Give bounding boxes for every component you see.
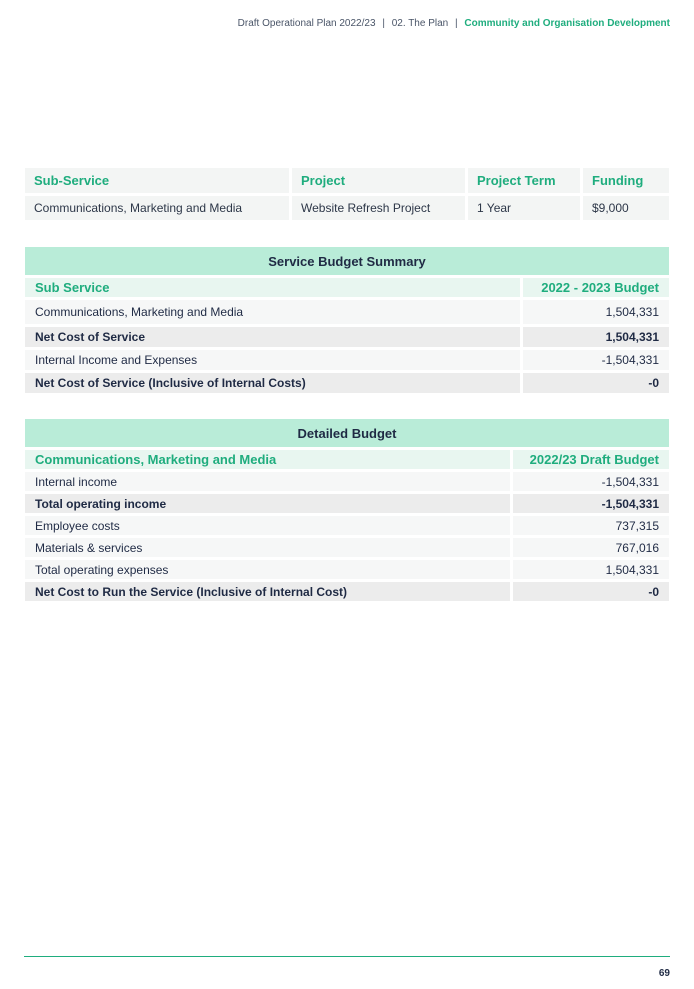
row-value: 1,504,331 [523, 300, 669, 324]
page-header [238, 18, 670, 29]
row-value: 737,315 [513, 516, 669, 535]
col-header-sub-service: Sub Service [25, 278, 520, 297]
table-row [25, 373, 669, 393]
row-value: -1,504,331 [513, 472, 669, 491]
col-header-project-term: Project Term [468, 168, 580, 193]
table-row [25, 472, 669, 491]
table-title: Detailed Budget [25, 419, 669, 447]
table-row [25, 350, 669, 370]
separator: | [382, 18, 385, 29]
row-value: -1,504,331 [523, 350, 669, 370]
table-title-row [25, 247, 669, 275]
separator: | [455, 18, 458, 29]
row-value: 1,504,331 [513, 560, 669, 579]
table-row [25, 538, 669, 557]
col-header-service: Communications, Marketing and Media [25, 450, 510, 469]
row-value: 767,016 [513, 538, 669, 557]
table-row [25, 300, 669, 324]
col-header-draft-budget: 2022/23 Draft Budget [513, 450, 669, 469]
row-label: Employee costs [25, 516, 510, 535]
table-row [25, 327, 669, 347]
table-row [25, 560, 669, 579]
cell-project-term: 1 Year [468, 196, 580, 220]
detailed-budget-table [22, 416, 672, 604]
table-title: Service Budget Summary [25, 247, 669, 275]
row-label: Net Cost of Service (Inclusive of Internal Costs) [25, 373, 520, 393]
cell-sub-service: Communications, Marketing and Media [25, 196, 289, 220]
table-row [25, 196, 669, 220]
row-label: Internal income [25, 472, 510, 491]
table-row [25, 516, 669, 535]
table-header-row [25, 278, 669, 297]
table-row [25, 582, 669, 601]
row-value: -0 [513, 582, 669, 601]
row-value: 1,504,331 [523, 327, 669, 347]
row-value: -0 [523, 373, 669, 393]
col-header-budget: 2022 - 2023 Budget [523, 278, 669, 297]
row-label: Total operating expenses [25, 560, 510, 579]
col-header-sub-service: Sub-Service [25, 168, 289, 193]
cell-funding: $9,000 [583, 196, 669, 220]
document-title: Draft Operational Plan 2022/23 [237, 18, 376, 29]
service-budget-summary-table [22, 244, 672, 396]
projects-table [22, 165, 672, 223]
table-header-row [25, 450, 669, 469]
projects-header-row [25, 168, 669, 193]
row-value: -1,504,331 [513, 494, 669, 513]
col-header-project: Project [292, 168, 465, 193]
cell-project: Website Refresh Project [292, 196, 465, 220]
section-title: 02. The Plan [391, 18, 449, 29]
row-label: Internal Income and Expenses [25, 350, 520, 370]
table-row [25, 494, 669, 513]
footer-divider [24, 956, 670, 957]
chapter-title: Community and Organisation Development [464, 18, 670, 29]
table-title-row [25, 419, 669, 447]
row-label: Net Cost of Service [25, 327, 520, 347]
page-number: 69 [658, 968, 670, 979]
row-label: Materials & services [25, 538, 510, 557]
row-label: Net Cost to Run the Service (Inclusive of Internal Cost) [25, 582, 510, 601]
row-label: Communications, Marketing and Media [25, 300, 520, 324]
col-header-funding: Funding [583, 168, 669, 193]
row-label: Total operating income [25, 494, 510, 513]
